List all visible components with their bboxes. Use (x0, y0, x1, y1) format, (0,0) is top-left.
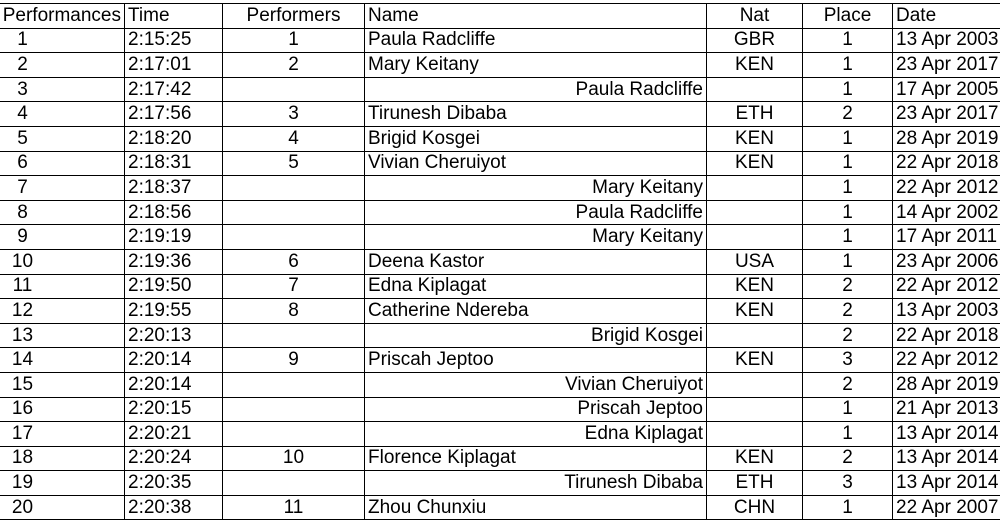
table-row (0, 225, 1000, 250)
cell-time: 2:20:24 (125, 446, 223, 471)
cell-place: 1 (803, 225, 893, 250)
table-row (0, 249, 1000, 274)
header-time: Time (125, 4, 223, 29)
cell-nat: ETH (707, 102, 803, 127)
cell-nat (707, 422, 803, 447)
table-row (0, 126, 1000, 151)
cell-date: 21 Apr 2013 (893, 397, 1000, 422)
cell-time: 2:18:37 (125, 176, 223, 201)
table-row (0, 495, 1000, 520)
cell-date: 13 Apr 2014 (893, 422, 1000, 447)
cell-name: Deena Kastor (365, 249, 707, 274)
cell-time: 2:20:14 (125, 348, 223, 373)
table-row (0, 299, 1000, 324)
cell-nat: ETH (707, 471, 803, 496)
cell-time: 2:18:56 (125, 200, 223, 225)
cell-date: 28 Apr 2019 (893, 126, 1000, 151)
cell-name: Priscah Jeptoo (365, 348, 707, 373)
cell-name: Vivian Cheruiyot (365, 372, 707, 397)
cell-nat: KEN (707, 151, 803, 176)
header-place: Place (803, 4, 893, 29)
cell-performance: 11 (0, 274, 125, 299)
cell-place: 1 (803, 249, 893, 274)
cell-place: 1 (803, 200, 893, 225)
cell-performance: 19 (0, 471, 125, 496)
table-row (0, 102, 1000, 127)
cell-name: Tirunesh Dibaba (365, 102, 707, 127)
cell-date: 23 Apr 2017 (893, 53, 1000, 78)
table-row (0, 348, 1000, 373)
cell-performance: 14 (0, 348, 125, 373)
cell-performance: 6 (0, 151, 125, 176)
cell-performer (223, 471, 365, 496)
cell-nat: CHN (707, 495, 803, 520)
cell-performer: 7 (223, 274, 365, 299)
cell-time: 2:19:50 (125, 274, 223, 299)
cell-nat (707, 176, 803, 201)
cell-time: 2:20:13 (125, 323, 223, 348)
cell-date: 13 Apr 2003 (893, 28, 1000, 53)
cell-name: Paula Radcliffe (365, 200, 707, 225)
cell-place: 1 (803, 495, 893, 520)
cell-time: 2:17:01 (125, 53, 223, 78)
cell-name: Mary Keitany (365, 53, 707, 78)
cell-nat (707, 397, 803, 422)
cell-performer: 1 (223, 28, 365, 53)
table-row (0, 176, 1000, 201)
cell-nat (707, 372, 803, 397)
cell-place: 1 (803, 53, 893, 78)
table-row (0, 422, 1000, 447)
cell-place: 2 (803, 323, 893, 348)
cell-name: Edna Kiplagat (365, 422, 707, 447)
table-row (0, 372, 1000, 397)
cell-time: 2:20:35 (125, 471, 223, 496)
header-name: Name (365, 4, 707, 29)
cell-performer: 2 (223, 53, 365, 78)
cell-name: Brigid Kosgei (365, 323, 707, 348)
cell-performance: 9 (0, 225, 125, 250)
header-row (0, 4, 1000, 29)
table-row (0, 274, 1000, 299)
cell-name: Tirunesh Dibaba (365, 471, 707, 496)
table-body (0, 28, 1000, 520)
cell-performer: 3 (223, 102, 365, 127)
cell-nat: KEN (707, 126, 803, 151)
cell-performance: 7 (0, 176, 125, 201)
table-row (0, 28, 1000, 53)
cell-performance: 3 (0, 77, 125, 102)
cell-performer (223, 77, 365, 102)
cell-date: 23 Apr 2006 (893, 249, 1000, 274)
cell-place: 1 (803, 176, 893, 201)
cell-performance: 1 (0, 28, 125, 53)
cell-time: 2:19:55 (125, 299, 223, 324)
cell-name: Mary Keitany (365, 176, 707, 201)
cell-performance: 2 (0, 53, 125, 78)
cell-name: Catherine Ndereba (365, 299, 707, 324)
cell-name: Florence Kiplagat (365, 446, 707, 471)
cell-date: 23 Apr 2017 (893, 102, 1000, 127)
cell-place: 3 (803, 348, 893, 373)
cell-name: Brigid Kosgei (365, 126, 707, 151)
table-row (0, 446, 1000, 471)
cell-performance: 20 (0, 495, 125, 520)
cell-date: 13 Apr 2003 (893, 299, 1000, 324)
cell-time: 2:18:31 (125, 151, 223, 176)
cell-place: 1 (803, 422, 893, 447)
cell-performer: 4 (223, 126, 365, 151)
cell-time: 2:20:21 (125, 422, 223, 447)
cell-name: Paula Radcliffe (365, 28, 707, 53)
cell-name: Mary Keitany (365, 225, 707, 250)
cell-nat: GBR (707, 28, 803, 53)
cell-performance: 8 (0, 200, 125, 225)
cell-date: 22 Apr 2012 (893, 274, 1000, 299)
cell-performance: 18 (0, 446, 125, 471)
cell-date: 17 Apr 2005 (893, 77, 1000, 102)
cell-performance: 5 (0, 126, 125, 151)
cell-performer (223, 422, 365, 447)
cell-place: 1 (803, 151, 893, 176)
cell-performer (223, 372, 365, 397)
cell-date: 22 Apr 2012 (893, 176, 1000, 201)
cell-performer: 10 (223, 446, 365, 471)
cell-name: Priscah Jeptoo (365, 397, 707, 422)
cell-performance: 10 (0, 249, 125, 274)
cell-place: 2 (803, 102, 893, 127)
cell-name: Paula Radcliffe (365, 77, 707, 102)
cell-performer (223, 200, 365, 225)
cell-nat (707, 200, 803, 225)
cell-nat: KEN (707, 274, 803, 299)
cell-performer (223, 323, 365, 348)
cell-nat: KEN (707, 299, 803, 324)
cell-name: Zhou Chunxiu (365, 495, 707, 520)
cell-time: 2:20:15 (125, 397, 223, 422)
cell-performance: 17 (0, 422, 125, 447)
table-row (0, 397, 1000, 422)
cell-nat: KEN (707, 446, 803, 471)
results-table (0, 3, 1000, 520)
header-performers: Performers (223, 4, 365, 29)
cell-performer: 9 (223, 348, 365, 373)
cell-performance: 16 (0, 397, 125, 422)
cell-place: 2 (803, 299, 893, 324)
cell-name: Vivian Cheruiyot (365, 151, 707, 176)
table-row (0, 151, 1000, 176)
cell-performer: 8 (223, 299, 365, 324)
cell-place: 1 (803, 28, 893, 53)
cell-time: 2:20:14 (125, 372, 223, 397)
cell-date: 22 Apr 2007 (893, 495, 1000, 520)
cell-name: Edna Kiplagat (365, 274, 707, 299)
cell-performance: 13 (0, 323, 125, 348)
cell-time: 2:20:38 (125, 495, 223, 520)
cell-time: 2:17:56 (125, 102, 223, 127)
cell-performance: 12 (0, 299, 125, 324)
header-nat: Nat (707, 4, 803, 29)
cell-performer (223, 397, 365, 422)
cell-date: 28 Apr 2019 (893, 372, 1000, 397)
header-date: Date (893, 4, 1000, 29)
cell-place: 2 (803, 274, 893, 299)
cell-place: 1 (803, 126, 893, 151)
cell-date: 22 Apr 2012 (893, 348, 1000, 373)
table-row (0, 53, 1000, 78)
table-row (0, 323, 1000, 348)
cell-performer (223, 176, 365, 201)
cell-nat: USA (707, 249, 803, 274)
cell-time: 2:19:19 (125, 225, 223, 250)
cell-place: 3 (803, 471, 893, 496)
cell-place: 1 (803, 77, 893, 102)
cell-time: 2:15:25 (125, 28, 223, 53)
cell-time: 2:17:42 (125, 77, 223, 102)
cell-performer: 5 (223, 151, 365, 176)
cell-place: 2 (803, 446, 893, 471)
cell-date: 22 Apr 2018 (893, 151, 1000, 176)
cell-performance: 15 (0, 372, 125, 397)
cell-date: 13 Apr 2014 (893, 471, 1000, 496)
table-row (0, 471, 1000, 496)
cell-nat (707, 323, 803, 348)
cell-date: 13 Apr 2014 (893, 446, 1000, 471)
header-performances: Performances (0, 4, 125, 29)
cell-nat: KEN (707, 348, 803, 373)
cell-date: 14 Apr 2002 (893, 200, 1000, 225)
cell-performer: 6 (223, 249, 365, 274)
cell-nat (707, 225, 803, 250)
cell-nat (707, 77, 803, 102)
cell-time: 2:18:20 (125, 126, 223, 151)
table-row (0, 200, 1000, 225)
cell-place: 1 (803, 397, 893, 422)
table-row (0, 77, 1000, 102)
cell-performance: 4 (0, 102, 125, 127)
cell-place: 2 (803, 372, 893, 397)
cell-date: 22 Apr 2018 (893, 323, 1000, 348)
cell-date: 17 Apr 2011 (893, 225, 1000, 250)
cell-performer: 11 (223, 495, 365, 520)
cell-nat: KEN (707, 53, 803, 78)
cell-time: 2:19:36 (125, 249, 223, 274)
cell-performer (223, 225, 365, 250)
